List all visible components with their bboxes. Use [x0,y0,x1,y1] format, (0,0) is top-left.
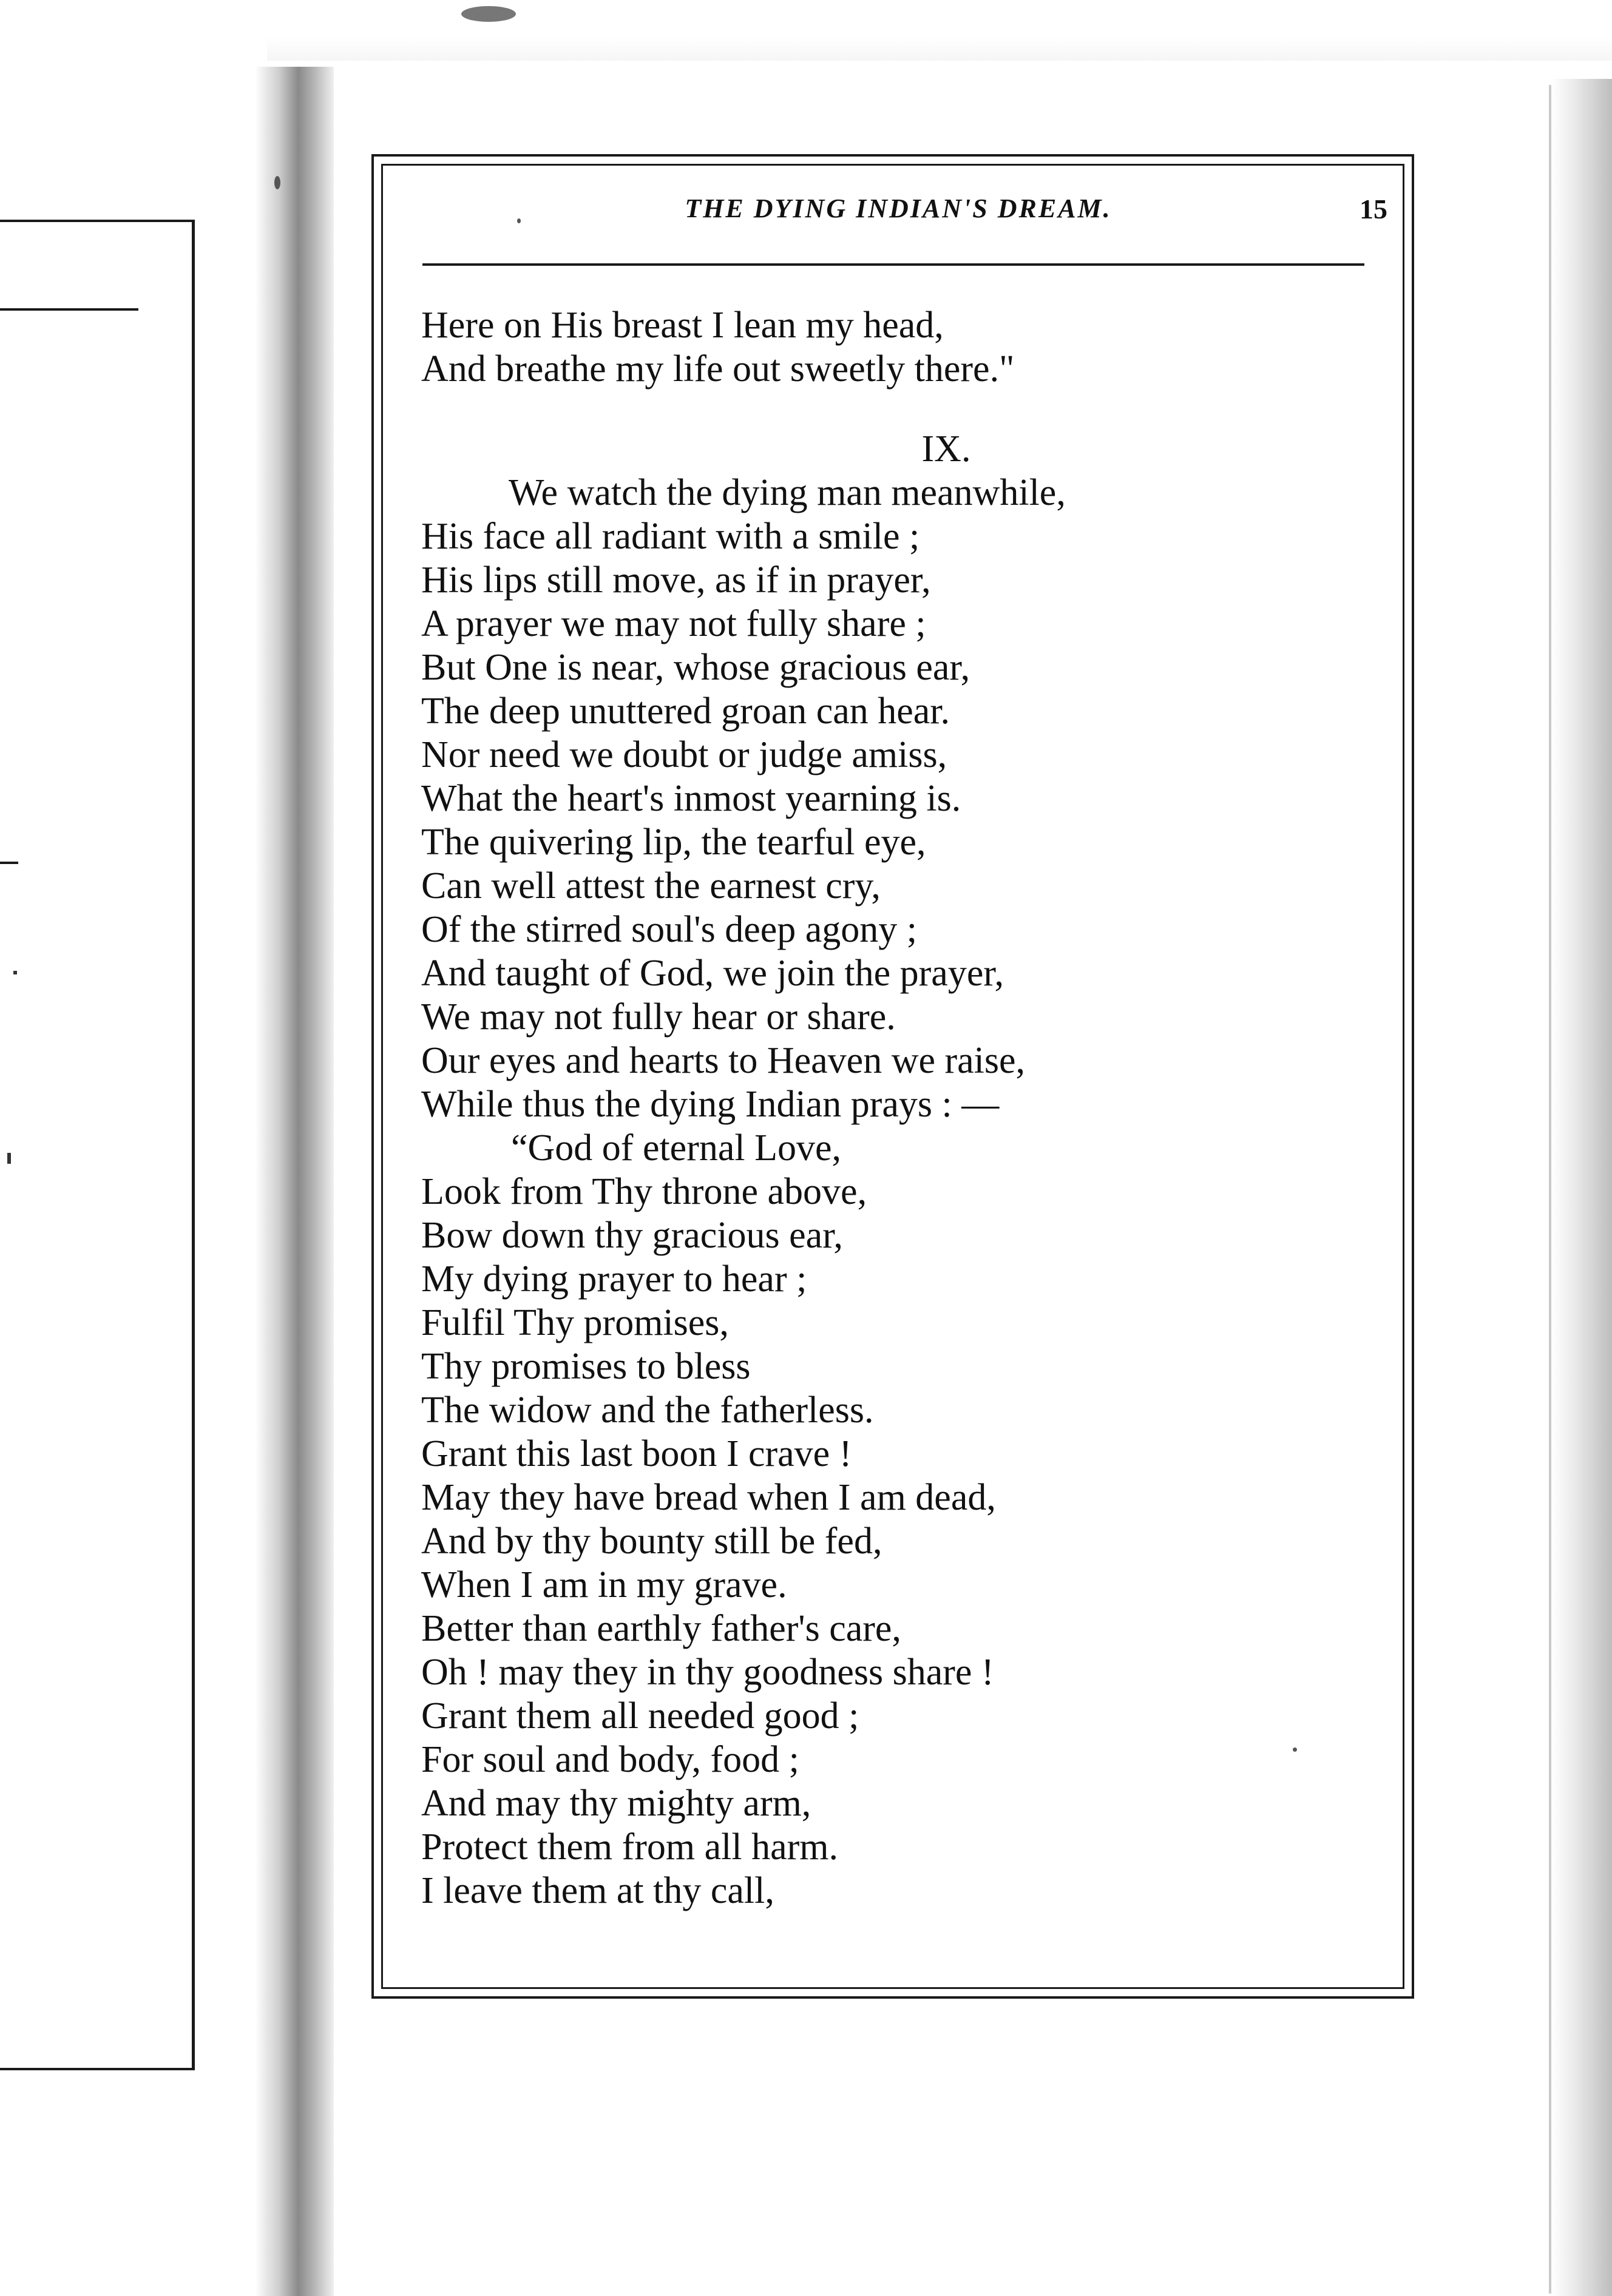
stanza-gap [421,391,1392,427]
poem-line: The quivering lip, the tearful eye, [421,822,926,863]
poem-line: Thy promises to bless [421,1346,751,1387]
poem-line: When I am in my grave. [421,1564,787,1606]
poem-line: The widow and the fatherless. [421,1389,874,1431]
poem-line: Oh ! may they in thy goodness share ! [421,1652,994,1693]
poem-line: What the heart's inmost yearning is. [421,778,961,819]
poem-line: And may thy mighty arm, [421,1783,811,1824]
poem-line: Protect them from all harm. [421,1826,838,1868]
poem-line: Grant them all needed good ; [421,1695,859,1737]
facing-page-frame-top [0,220,194,222]
poem-line: Our eyes and hearts to Heaven we raise, [421,1040,1026,1081]
poem-line: While thus the dying Indian prays : — [421,1084,1000,1125]
poem-line: Bow down thy gracious ear, [421,1215,843,1256]
poem-line: Better than earthly father's care, [421,1608,901,1649]
poem-text [421,303,1392,1913]
scan-speck [461,6,516,22]
poem-line: We watch the dying man meanwhile, [509,472,1066,513]
page-right-edge-line [1549,85,1551,2294]
poem-line: Here on His breast I lean my head, [421,305,944,346]
poem-line: We may not fully hear or share. [421,996,896,1038]
header-rule [422,263,1364,266]
facing-page-frame-bottom [0,2068,194,2070]
poem-line: But One is near, whose gracious ear, [421,647,970,688]
poem-line: A prayer we may not fully share ; [421,603,926,644]
poem-line: Grant this last boon I crave ! [421,1433,852,1474]
poem-line: For soul and body, food ; [421,1739,799,1780]
section-number: IX. [921,428,971,470]
poem-line: And breathe my life out sweetly there." [421,348,1015,390]
poem-line: My dying prayer to hear ; [421,1258,807,1300]
poem-line: And taught of God, we join the prayer, [421,953,1004,994]
poem-line: The deep unuttered groan can hear. [421,690,950,732]
facing-page-rule [0,862,18,864]
facing-page-fragment [0,0,267,2296]
poem-line: May they have bread when I am dead, [421,1477,996,1518]
poem-line: His lips still move, as if in prayer, [421,559,931,601]
binding-gutter-shadow [255,67,334,2296]
poem-line: Of the stirred soul's deep agony ; [421,909,917,950]
poem-line: Nor need we doubt or judge amiss, [421,734,947,775]
facing-page-rule [0,308,138,311]
poem-line: And by thy bounty still be fed, [421,1521,882,1562]
page-number: 15 [1360,194,1387,225]
facing-page-frame-edge [192,220,195,2070]
facing-page-speck [7,1153,11,1164]
poem-line: His face all radiant with a smile ; [421,516,920,557]
running-head: THE DYING INDIAN'S DREAM. [685,194,1112,223]
poem-line: I leave them at thy call, [421,1870,774,1911]
poem-line: Fulfil Thy promises, [421,1302,729,1343]
poem-line: “God of eternal Love, [511,1127,841,1169]
scan-speck [274,176,280,189]
poem-line: Can well attest the earnest cry, [421,865,881,907]
page-right-edge [1551,79,1612,2296]
facing-page-speck [13,971,17,974]
poem-line: Look from Thy throne above, [421,1171,867,1212]
